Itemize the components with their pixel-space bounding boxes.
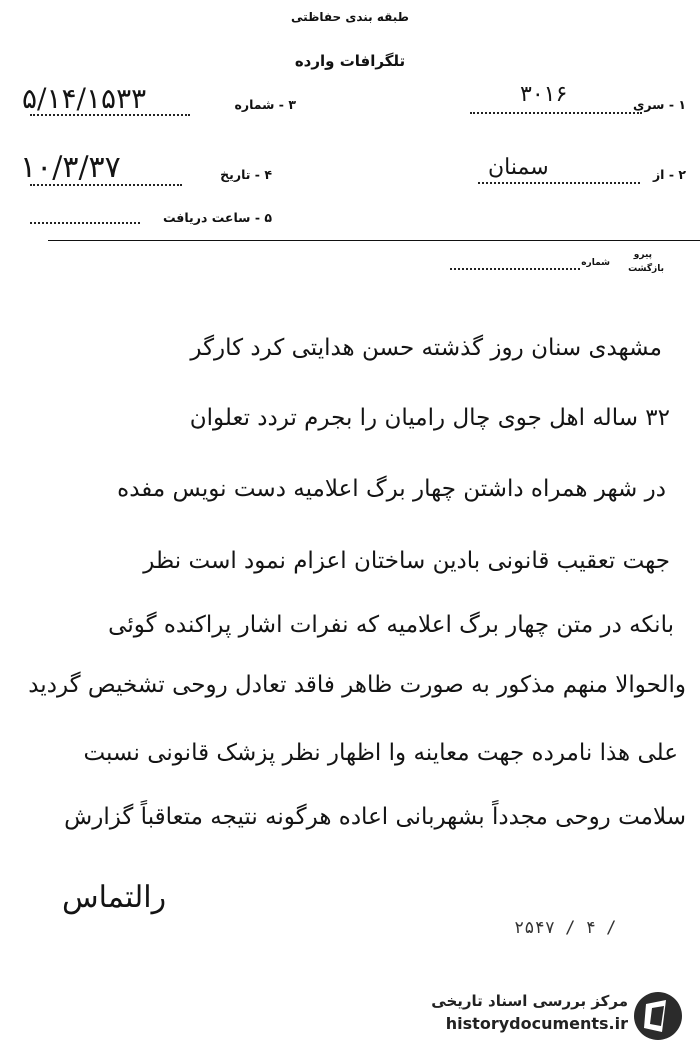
followup-dotted-line [450,268,580,270]
body-line-4: جهت تعقیب قانونی بادین ساختان اعزام نمود است نظر [143,548,670,574]
body-line-5: بانکه در متن چهار برگ اعلامیه که نفرات اشار پراکنده گوئی [108,612,674,638]
body-line-7: علی هذا نامرده جهت معاینه وا اظهار نظر پزشک قانونی نسبت [83,740,678,766]
followup-bottom-label: بازگشت [628,264,664,274]
from-value: سمنان [488,155,549,180]
time-dotted-line [30,222,140,224]
number-label: ۳ - شماره [234,97,296,112]
body-line-8: سلامت روحی مجدداً بشهربانی اعاده هرگونه نتیجه متعاقباً گزارش [64,804,686,830]
watermark-url: historydocuments.ir [445,1014,628,1033]
watermark-name: مرکز بررسی اسناد تاریخی [431,992,628,1010]
date-label: ۴ - تاریخ [220,167,272,182]
body-line-2: ۳۲ ساله اهل جوی چال رامیان را بجرم تردد تعلوان [189,405,670,431]
time-received-label: ۵ - ساعت دریافت [162,210,272,225]
body-line-3: در شهر همراه داشتن چهار برگ اعلامیه دست نویس مفده [117,476,666,502]
body-line-6: والحوالا منهم مذکور به صورت ظاهر فاقد تعادل روحی تشخیص گردید [28,672,686,698]
followup-number-label: شماره [581,258,610,268]
signature: رالتماس [62,880,167,915]
date-value: ۱۰/۳/۳۷ [20,150,121,185]
document-title: تلگرافات وارده [294,52,406,70]
from-label: ۲ - از [652,167,686,182]
body-line-1: مشهدی سنان روز گذشته حسن هدایتی کرد کارگر [190,335,662,361]
seri-dotted-line [470,112,642,114]
number-value: ۵/۱۴/۱۵۳۳ [22,82,147,115]
archive-logo-icon [632,990,684,1042]
from-dotted-line [478,182,640,184]
seri-label: ۱ - سری [632,97,686,112]
header-divider [48,240,700,241]
followup-top-label: پیرو [633,250,652,260]
registration-stamp: ۲۵۴۷ / ۴ / [514,918,617,938]
classification-header: طبقه بندی حفاظتی [291,10,409,24]
seri-value: ۳۰۱۶ [520,82,568,107]
